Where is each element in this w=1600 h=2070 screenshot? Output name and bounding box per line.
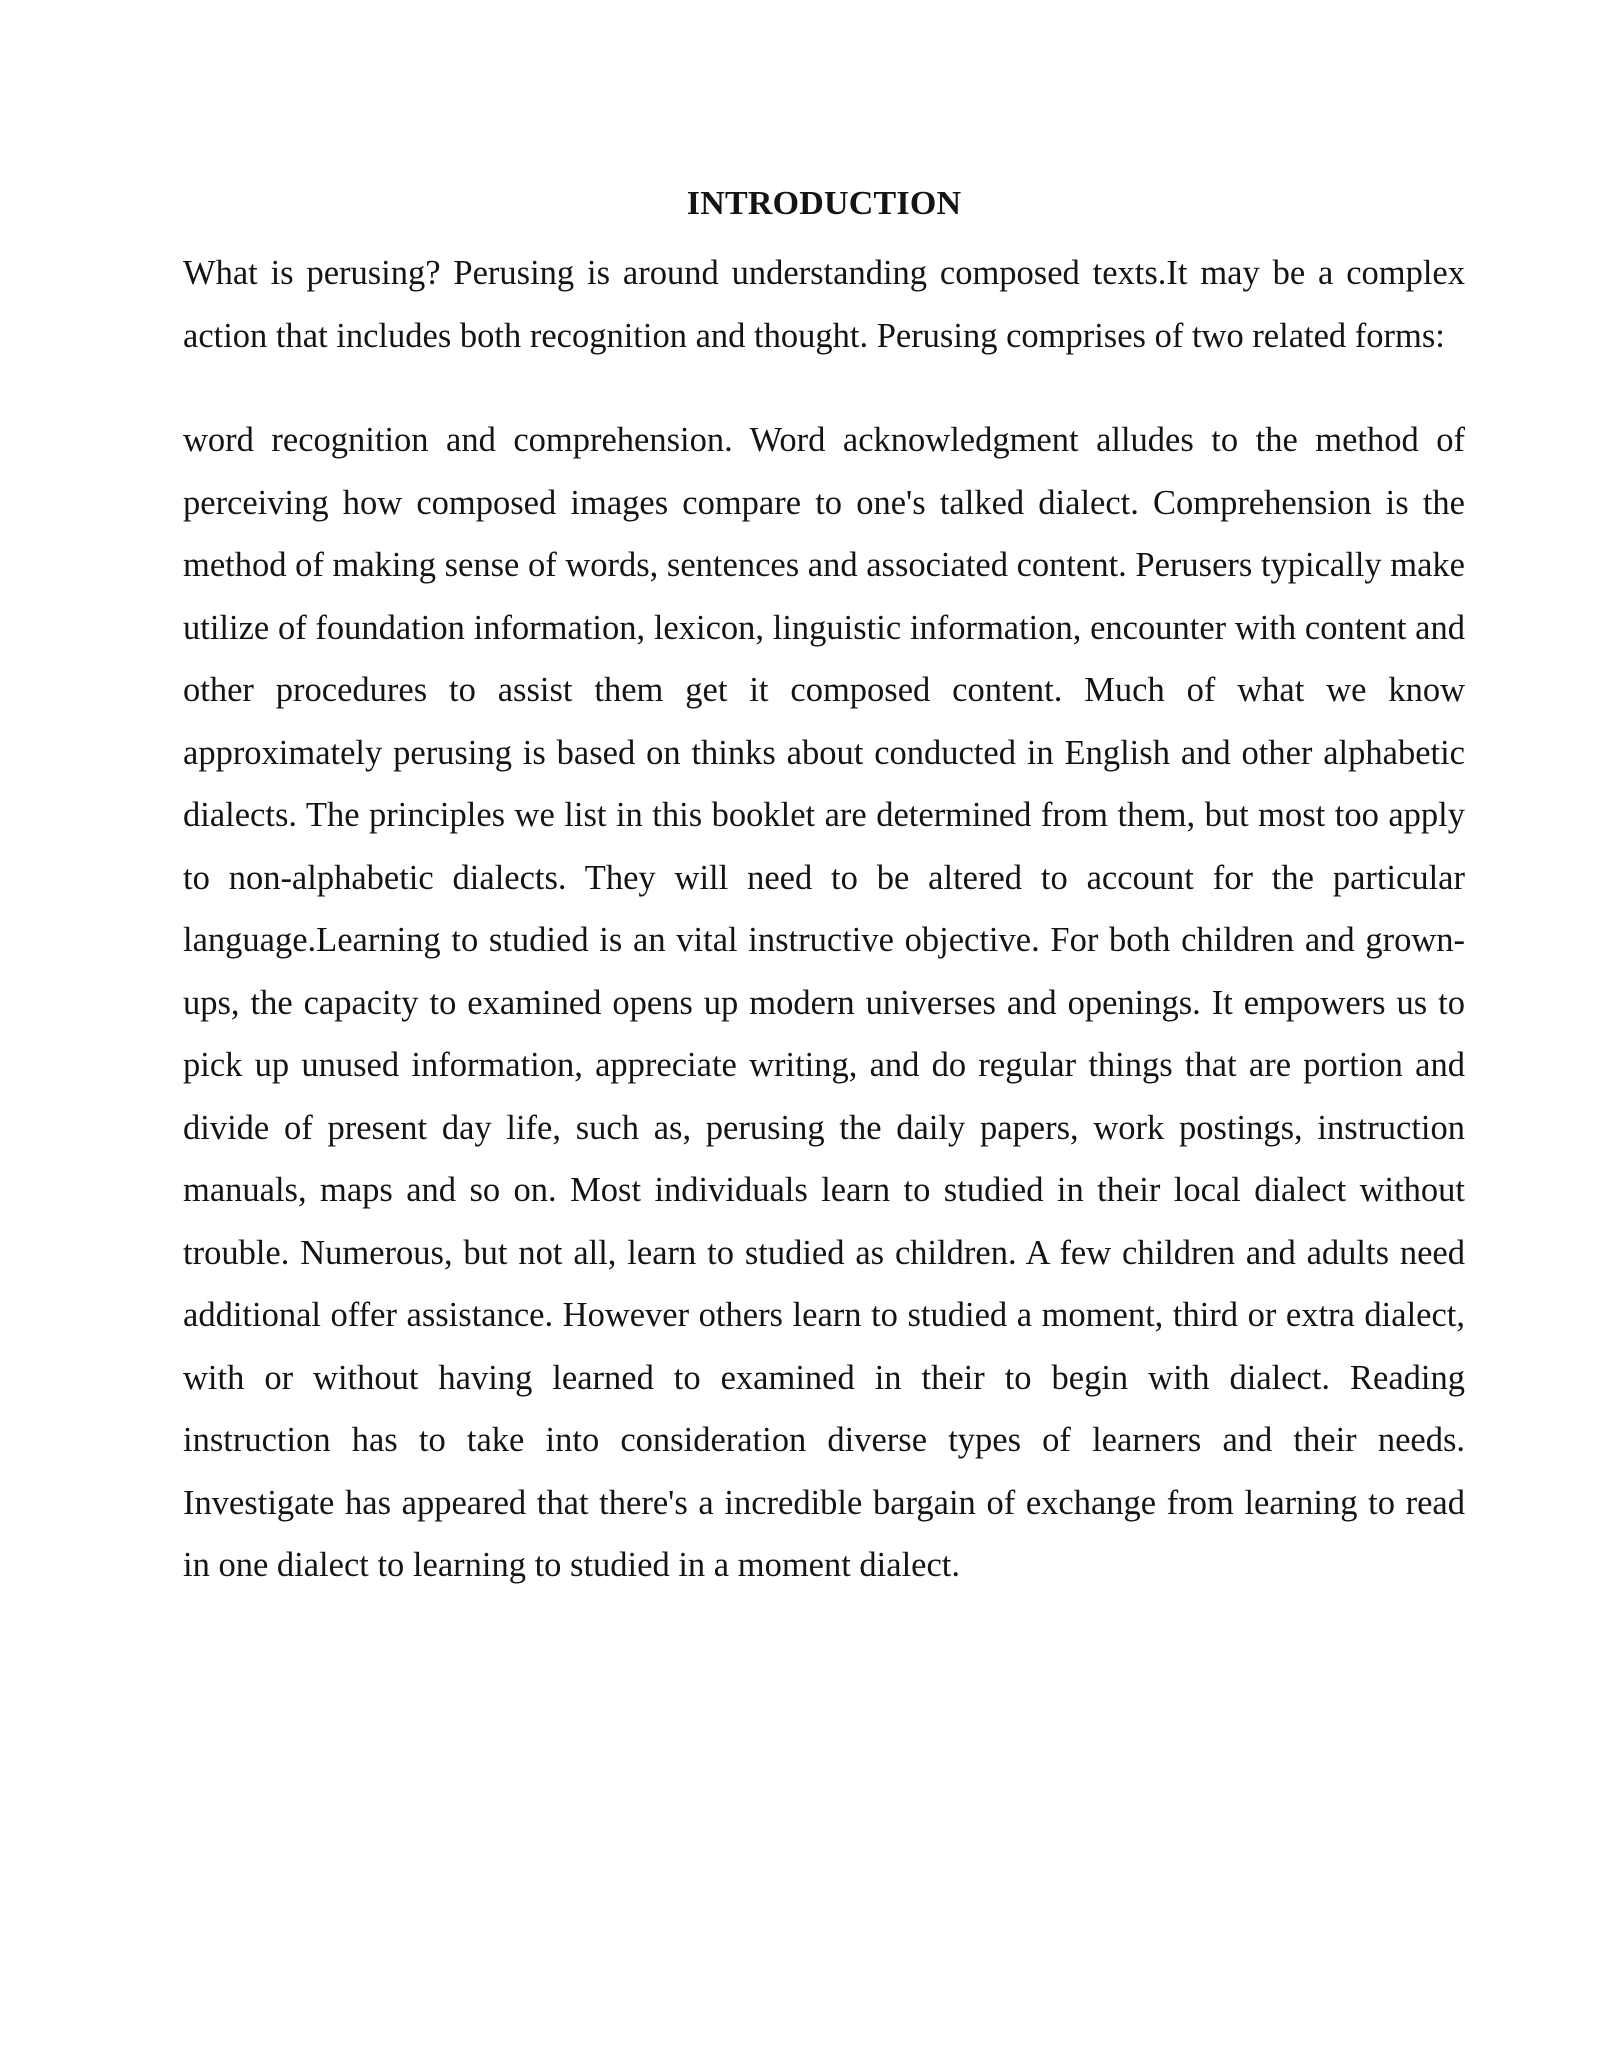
paragraph-body: word recognition and comprehension. Word acknowledgment alludes to the method of perceiving how composed images compare to one's talked dialect. Comprehension is the method of making sense of words, sentences and associated content. Perusers typically make utilize of foundation information, lexicon, linguistic information, encounter with content and other procedures to assist them get it composed content. Much of what we know approximately perusing is based on thinks about conducted in English and other alphabetic dialects. The principles we list in this booklet are determined from them, but most too apply to non-alphabetic dialects. They will need to be altered to account for the particular language.Learning to studied is an vital instructive objective. For both children and grown-ups, the capacity to examined opens up modern universes and openings. It empowers us to pick up unused information, appreciate writing, and do regular things that are portion and divide of present day life, such as, perusing the daily papers, work postings, instruction manuals, maps and so on. Most individuals learn to studied in their local dialect without trouble. Numerous, but not all, learn to studied as children. A few children and adults need additional offer assistance. However others learn to studied a moment, third or extra dialect, with or without having learned to examined in their to begin with dialect. Reading instruction has to take into consideration diverse types of learners and their needs. Investigate has appeared that there's a incredible bargain of exchange from learning to read in one dialect to learning to studied in a moment dialect. (183, 421, 1465, 1584)
document-heading: INTRODUCTION (686, 185, 962, 222)
document-page (183, 180, 1465, 1597)
paragraph-intro: What is perusing? Perusing is around understanding composed texts.It may be a complex action that includes both recognition and thought. Perusing comprises of two related forms: (183, 254, 1465, 355)
